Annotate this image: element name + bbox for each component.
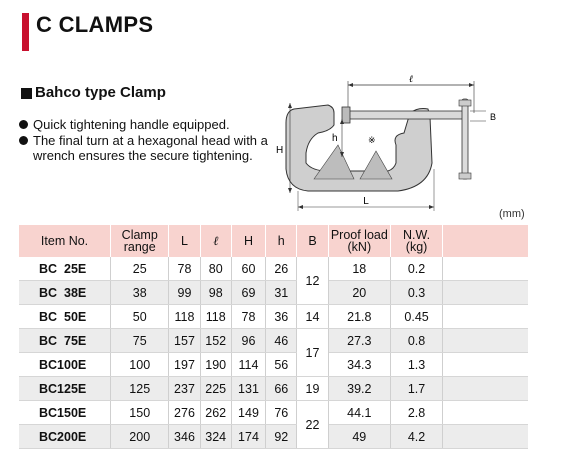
col-header-range: Clamp range bbox=[111, 225, 169, 257]
cell-blank bbox=[443, 401, 528, 425]
table-row bbox=[19, 425, 528, 449]
title-accent-bar bbox=[22, 13, 29, 51]
cell-L: 197 bbox=[169, 353, 200, 377]
cell-proof: 34.3 bbox=[328, 353, 390, 377]
dim-L-label: L bbox=[363, 196, 369, 207]
section-square-icon bbox=[21, 88, 32, 99]
cell-blank bbox=[443, 305, 528, 329]
cell-H: 60 bbox=[231, 257, 265, 281]
cell-nw: 4.2 bbox=[391, 425, 443, 449]
feature-list bbox=[19, 117, 279, 164]
table-row bbox=[19, 281, 528, 305]
cell-proof: 49 bbox=[328, 425, 390, 449]
cell-h: 66 bbox=[266, 377, 297, 401]
cell-item: BC200E bbox=[19, 425, 111, 449]
spec-table bbox=[19, 225, 528, 449]
cell-L: 237 bbox=[169, 377, 200, 401]
cell-L: 78 bbox=[169, 257, 200, 281]
table-row bbox=[19, 401, 528, 425]
cell-proof: 18 bbox=[328, 257, 390, 281]
cell-blank bbox=[443, 257, 528, 281]
cell-l: 324 bbox=[200, 425, 231, 449]
cell-h: 46 bbox=[266, 329, 297, 353]
cell-l: 190 bbox=[200, 353, 231, 377]
cell-item: BC125E bbox=[19, 377, 111, 401]
unit-note: (mm) bbox=[499, 208, 525, 220]
cell-h: 26 bbox=[266, 257, 297, 281]
col-header-h: h bbox=[266, 225, 297, 257]
cell-proof: 21.8 bbox=[328, 305, 390, 329]
cell-item: BC 50E bbox=[19, 305, 111, 329]
cell-blank bbox=[443, 425, 528, 449]
cell-item: BC100E bbox=[19, 353, 111, 377]
table-header-row bbox=[19, 225, 528, 257]
cell-L: 346 bbox=[169, 425, 200, 449]
bullet-icon bbox=[19, 120, 28, 129]
cell-blank bbox=[443, 353, 528, 377]
cell-H: 131 bbox=[231, 377, 265, 401]
cell-blank bbox=[443, 377, 528, 401]
cell-l: 262 bbox=[200, 401, 231, 425]
cell-item: BC150E bbox=[19, 401, 111, 425]
cell-l: 98 bbox=[200, 281, 231, 305]
cell-range: 25 bbox=[111, 257, 169, 281]
table-row bbox=[19, 353, 528, 377]
cell-range: 100 bbox=[111, 353, 169, 377]
cell-range: 50 bbox=[111, 305, 169, 329]
cell-range: 200 bbox=[111, 425, 169, 449]
page-title: C CLAMPS bbox=[36, 12, 154, 37]
cell-l: 152 bbox=[200, 329, 231, 353]
cell-l: 225 bbox=[200, 377, 231, 401]
cell-l: 80 bbox=[200, 257, 231, 281]
col-header-item: Item No. bbox=[19, 225, 111, 257]
cell-H: 149 bbox=[231, 401, 265, 425]
cell-nw: 1.7 bbox=[391, 377, 443, 401]
cell-item: BC 38E bbox=[19, 281, 111, 305]
cell-l: 118 bbox=[200, 305, 231, 329]
cell-range: 75 bbox=[111, 329, 169, 353]
cell-blank bbox=[443, 281, 528, 305]
cell-L: 157 bbox=[169, 329, 200, 353]
cell-L: 99 bbox=[169, 281, 200, 305]
table-row bbox=[19, 329, 528, 353]
dim-H-label: H bbox=[276, 145, 284, 156]
col-header-nw: N.W. (kg) bbox=[391, 225, 443, 257]
dim-l-label: ℓ bbox=[408, 74, 414, 85]
cell-item: BC 25E bbox=[19, 257, 111, 281]
cell-range: 150 bbox=[111, 401, 169, 425]
feature-item: Quick tightening handle equipped. bbox=[19, 117, 279, 133]
cell-nw: 0.45 bbox=[391, 305, 443, 329]
note-mark-icon: ※ bbox=[368, 136, 376, 146]
cell-L: 276 bbox=[169, 401, 200, 425]
col-header-B: B bbox=[297, 225, 328, 257]
cell-nw: 2.8 bbox=[391, 401, 443, 425]
table-row bbox=[19, 377, 528, 401]
cell-h: 92 bbox=[266, 425, 297, 449]
cell-h: 36 bbox=[266, 305, 297, 329]
cell-proof: 27.3 bbox=[328, 329, 390, 353]
bullet-icon bbox=[19, 136, 28, 145]
cell-L: 118 bbox=[169, 305, 200, 329]
cell-H: 114 bbox=[231, 353, 265, 377]
table-row bbox=[19, 257, 528, 281]
cell-nw: 0.3 bbox=[391, 281, 443, 305]
cell-B: 17 bbox=[297, 329, 328, 377]
feature-item: The final turn at a hexagonal head with a wrench ensures the secure tightening. bbox=[19, 133, 279, 164]
cell-range: 38 bbox=[111, 281, 169, 305]
cell-H: 96 bbox=[231, 329, 265, 353]
col-header-proof: Proof load (kN) bbox=[328, 225, 390, 257]
cell-H: 174 bbox=[231, 425, 265, 449]
cell-B: 14 bbox=[297, 305, 328, 329]
col-header-blank bbox=[443, 225, 528, 257]
cell-h: 76 bbox=[266, 401, 297, 425]
cell-H: 69 bbox=[231, 281, 265, 305]
cell-item: BC 75E bbox=[19, 329, 111, 353]
clamp-diagram bbox=[268, 73, 503, 213]
cell-h: 31 bbox=[266, 281, 297, 305]
col-header-H: H bbox=[231, 225, 265, 257]
cell-proof: 44.1 bbox=[328, 401, 390, 425]
cell-proof: 20 bbox=[328, 281, 390, 305]
table-row bbox=[19, 305, 528, 329]
cell-B: 12 bbox=[297, 257, 328, 305]
cell-B: 22 bbox=[297, 401, 328, 449]
col-header-l: ℓ bbox=[200, 225, 231, 257]
cell-H: 78 bbox=[231, 305, 265, 329]
cell-nw: 0.8 bbox=[391, 329, 443, 353]
cell-blank bbox=[443, 329, 528, 353]
cell-proof: 39.2 bbox=[328, 377, 390, 401]
cell-nw: 1.3 bbox=[391, 353, 443, 377]
cell-nw: 0.2 bbox=[391, 257, 443, 281]
cell-h: 56 bbox=[266, 353, 297, 377]
col-header-L: L bbox=[169, 225, 200, 257]
dim-B-label: B bbox=[490, 112, 497, 122]
cell-range: 125 bbox=[111, 377, 169, 401]
section-title: Bahco type Clamp bbox=[35, 84, 166, 101]
cell-B: 19 bbox=[297, 377, 328, 401]
dim-h-label: h bbox=[332, 133, 338, 144]
